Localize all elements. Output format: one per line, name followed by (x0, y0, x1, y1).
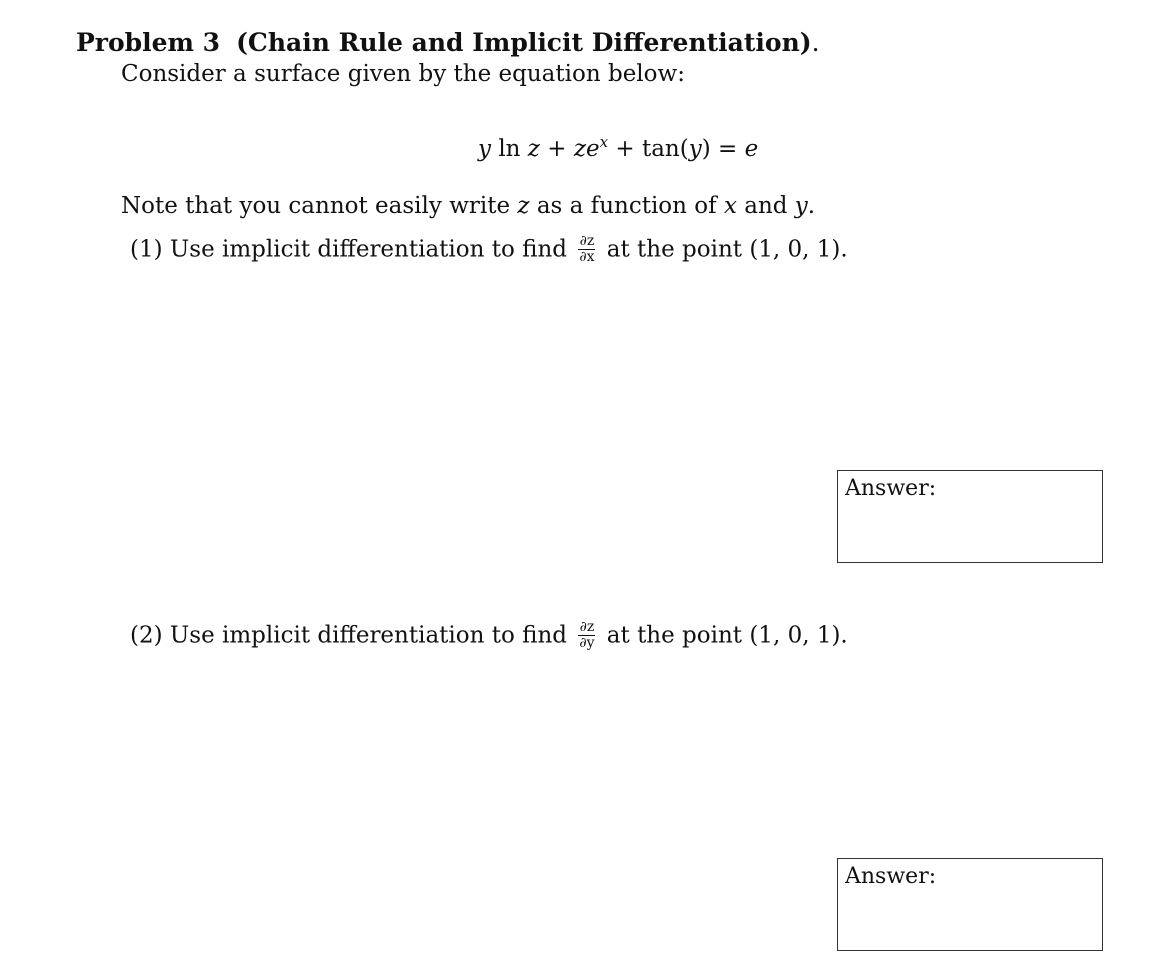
problem-number: Problem 3 (76, 28, 221, 57)
answer-box-2[interactable] (837, 858, 1103, 951)
part-2-label: (2) (130, 622, 163, 649)
intro-text: Consider a surface given by the equation below: (121, 61, 685, 87)
surface-equation: y $\ln z + ze^x + \tan(y) = e$ (478, 133, 759, 162)
heading-period: . (811, 28, 820, 57)
note-text: Note that you cannot easily write z as a function of x and y. (121, 193, 816, 219)
problem-heading (76, 28, 820, 57)
partial-derivative-fraction: $\frac{\partial z}{\partial y}$ (579, 619, 595, 651)
answer-box-1[interactable] (837, 470, 1103, 563)
problem-topic: (Chain Rule and Implicit Differentiation) (236, 28, 812, 57)
partial-derivative-fraction: $\frac{\partial z}{\partial x}$ (579, 233, 595, 265)
part-2-question: (2) Use implicit differentiation to find $\frac{\partial z}{\partial y}$ at the point (1, 0, 1). (130, 619, 848, 651)
answer-label: Answer: (845, 476, 937, 501)
part-1-question: (1) Use implicit differentiation to find $\frac{\partial z}{\partial x}$ at the point (1, 0, 1). (130, 233, 848, 265)
part-1-label: (1) (130, 236, 163, 263)
answer-label: Answer: (845, 864, 937, 889)
